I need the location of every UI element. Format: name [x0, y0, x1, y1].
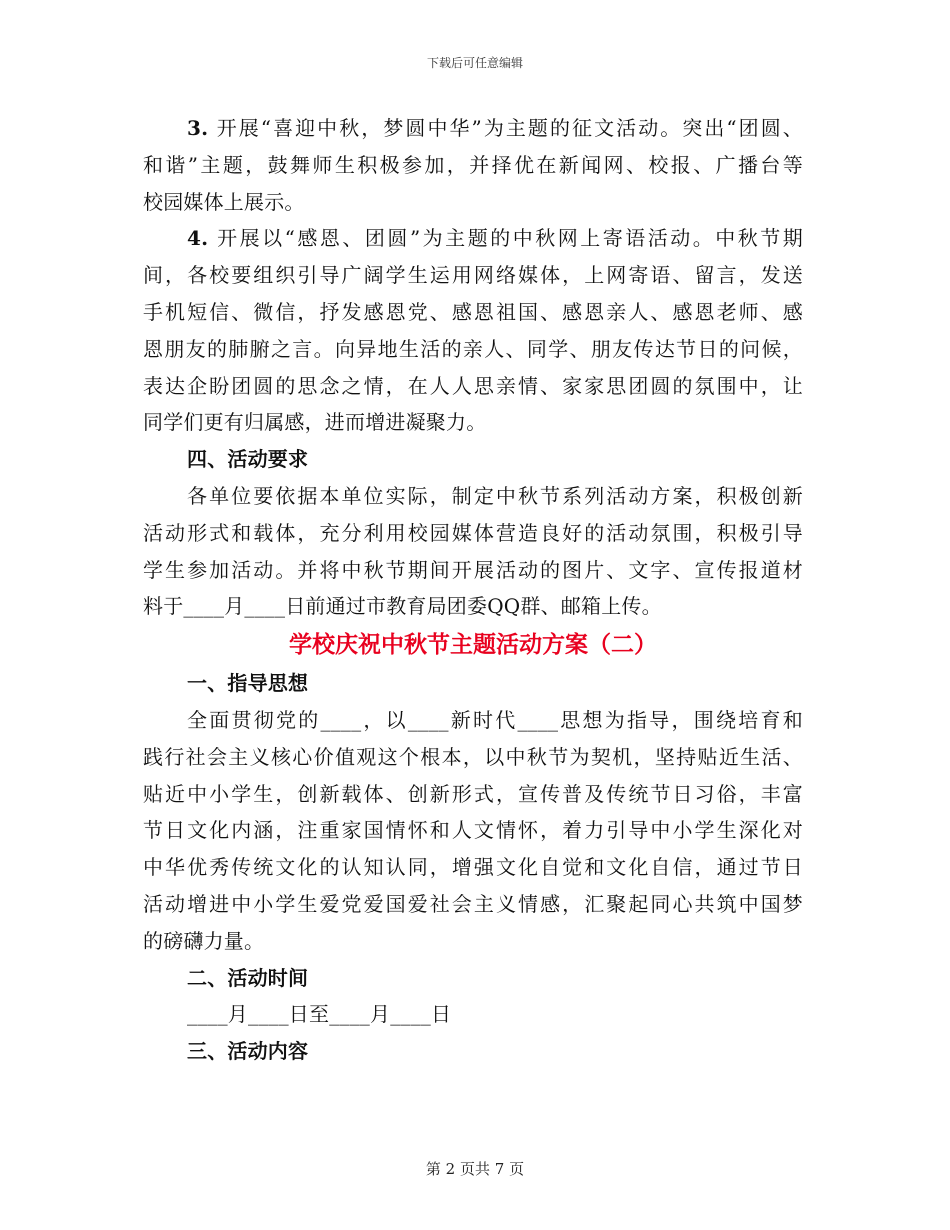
item-4-line-3: 手机短信、微信，抒发感恩党、感恩祖国、感恩亲人、感恩老师、感 — [143, 299, 803, 324]
section-4-line-4: 料于____月____日前通过市教育局团委QQ群、邮箱上传。 — [143, 594, 662, 619]
doc2-section-1-line-1: 全面贯彻党的____，以____新时代____思想为指导，围绕培育和 — [187, 707, 803, 732]
item-4-line-1: 4. 开展以“感恩、团圆”为主题的中秋网上寄语活动。中秋节期 — [187, 226, 803, 251]
doc2-section-1-line-4: 节日文化内涵，注重家国情怀和人文情怀，着力引导中小学生深化对 — [143, 818, 803, 843]
item-3-line-1: 3. 开展“喜迎中秋，梦圆中华”为主题的征文活动。突出“团圆、 — [187, 116, 803, 140]
item-4-line-2: 间，各校要组织引导广阔学生运用网络媒体，上网寄语、留言，发送 — [143, 263, 803, 288]
page-header: 下载后可任意编辑 — [426, 56, 523, 70]
doc2-section-3-heading: 三、活动内容 — [187, 1039, 309, 1064]
item-3-number: 3. — [187, 116, 209, 140]
section-4-heading: 四、活动要求 — [187, 447, 309, 472]
doc2-section-1-line-6: 活动增进中小学生爱党爱国爱社会主义情感，汇聚起同心共筑中国梦 — [143, 891, 803, 916]
doc2-section-1-line-3: 贴近中小学生，创新载体、创新形式，宣传普及传统节日习俗，丰富 — [143, 781, 803, 806]
item-3-line-2: 和谐”主题，鼓舞师生积极参加，并择优在新闻网、校报、广播台等 — [143, 152, 803, 177]
doc2-section-2-heading: 二、活动时间 — [187, 965, 309, 990]
section-4-line-2: 活动形式和载体，充分利用校园媒体营造良好的活动氛围，积极引导 — [143, 520, 803, 545]
item-3-line-3: 校园媒体上展示。 — [143, 189, 305, 214]
item-4-line-6: 同学们更有归属感，进而增进凝聚力。 — [143, 410, 487, 435]
document-body — [143, 110, 803, 1070]
doc2-section-2-line: ____月____日至____月____日 — [187, 1002, 452, 1027]
item-4-number: 4. — [187, 226, 209, 251]
doc2-section-1-line-7: 的磅礴力量。 — [143, 928, 265, 953]
doc2-section-1-line-5: 中华优秀传统文化的认知认同，增强文化自觉和文化自信，通过节日 — [143, 855, 803, 880]
section-4-line-1: 各单位要依据本单位实际，制定中秋节系列活动方案，积极创新 — [187, 483, 803, 508]
page-footer: 第 2 页共 7 页 — [425, 1160, 525, 1178]
doc2-section-1-line-2: 践行社会主义核心价值观这个根本，以中秋节为契机，坚持贴近生活、 — [143, 744, 803, 769]
doc2-section-1-heading: 一、指导思想 — [187, 671, 309, 696]
section-4-line-3: 学生参加活动。并将中秋节期间开展活动的图片、文字、宣传报道材 — [143, 557, 803, 582]
item-4-line-5: 表达企盼团圆的思念之情，在人人思亲情、家家思团圆的氛围中，让 — [143, 373, 803, 398]
item-4-line-4: 恩朋友的肺腑之言。向异地生活的亲人、同学、朋友传达节日的问候， — [143, 336, 803, 361]
document-2-title: 学校庆祝中秋节主题活动方案（二） — [289, 631, 657, 659]
